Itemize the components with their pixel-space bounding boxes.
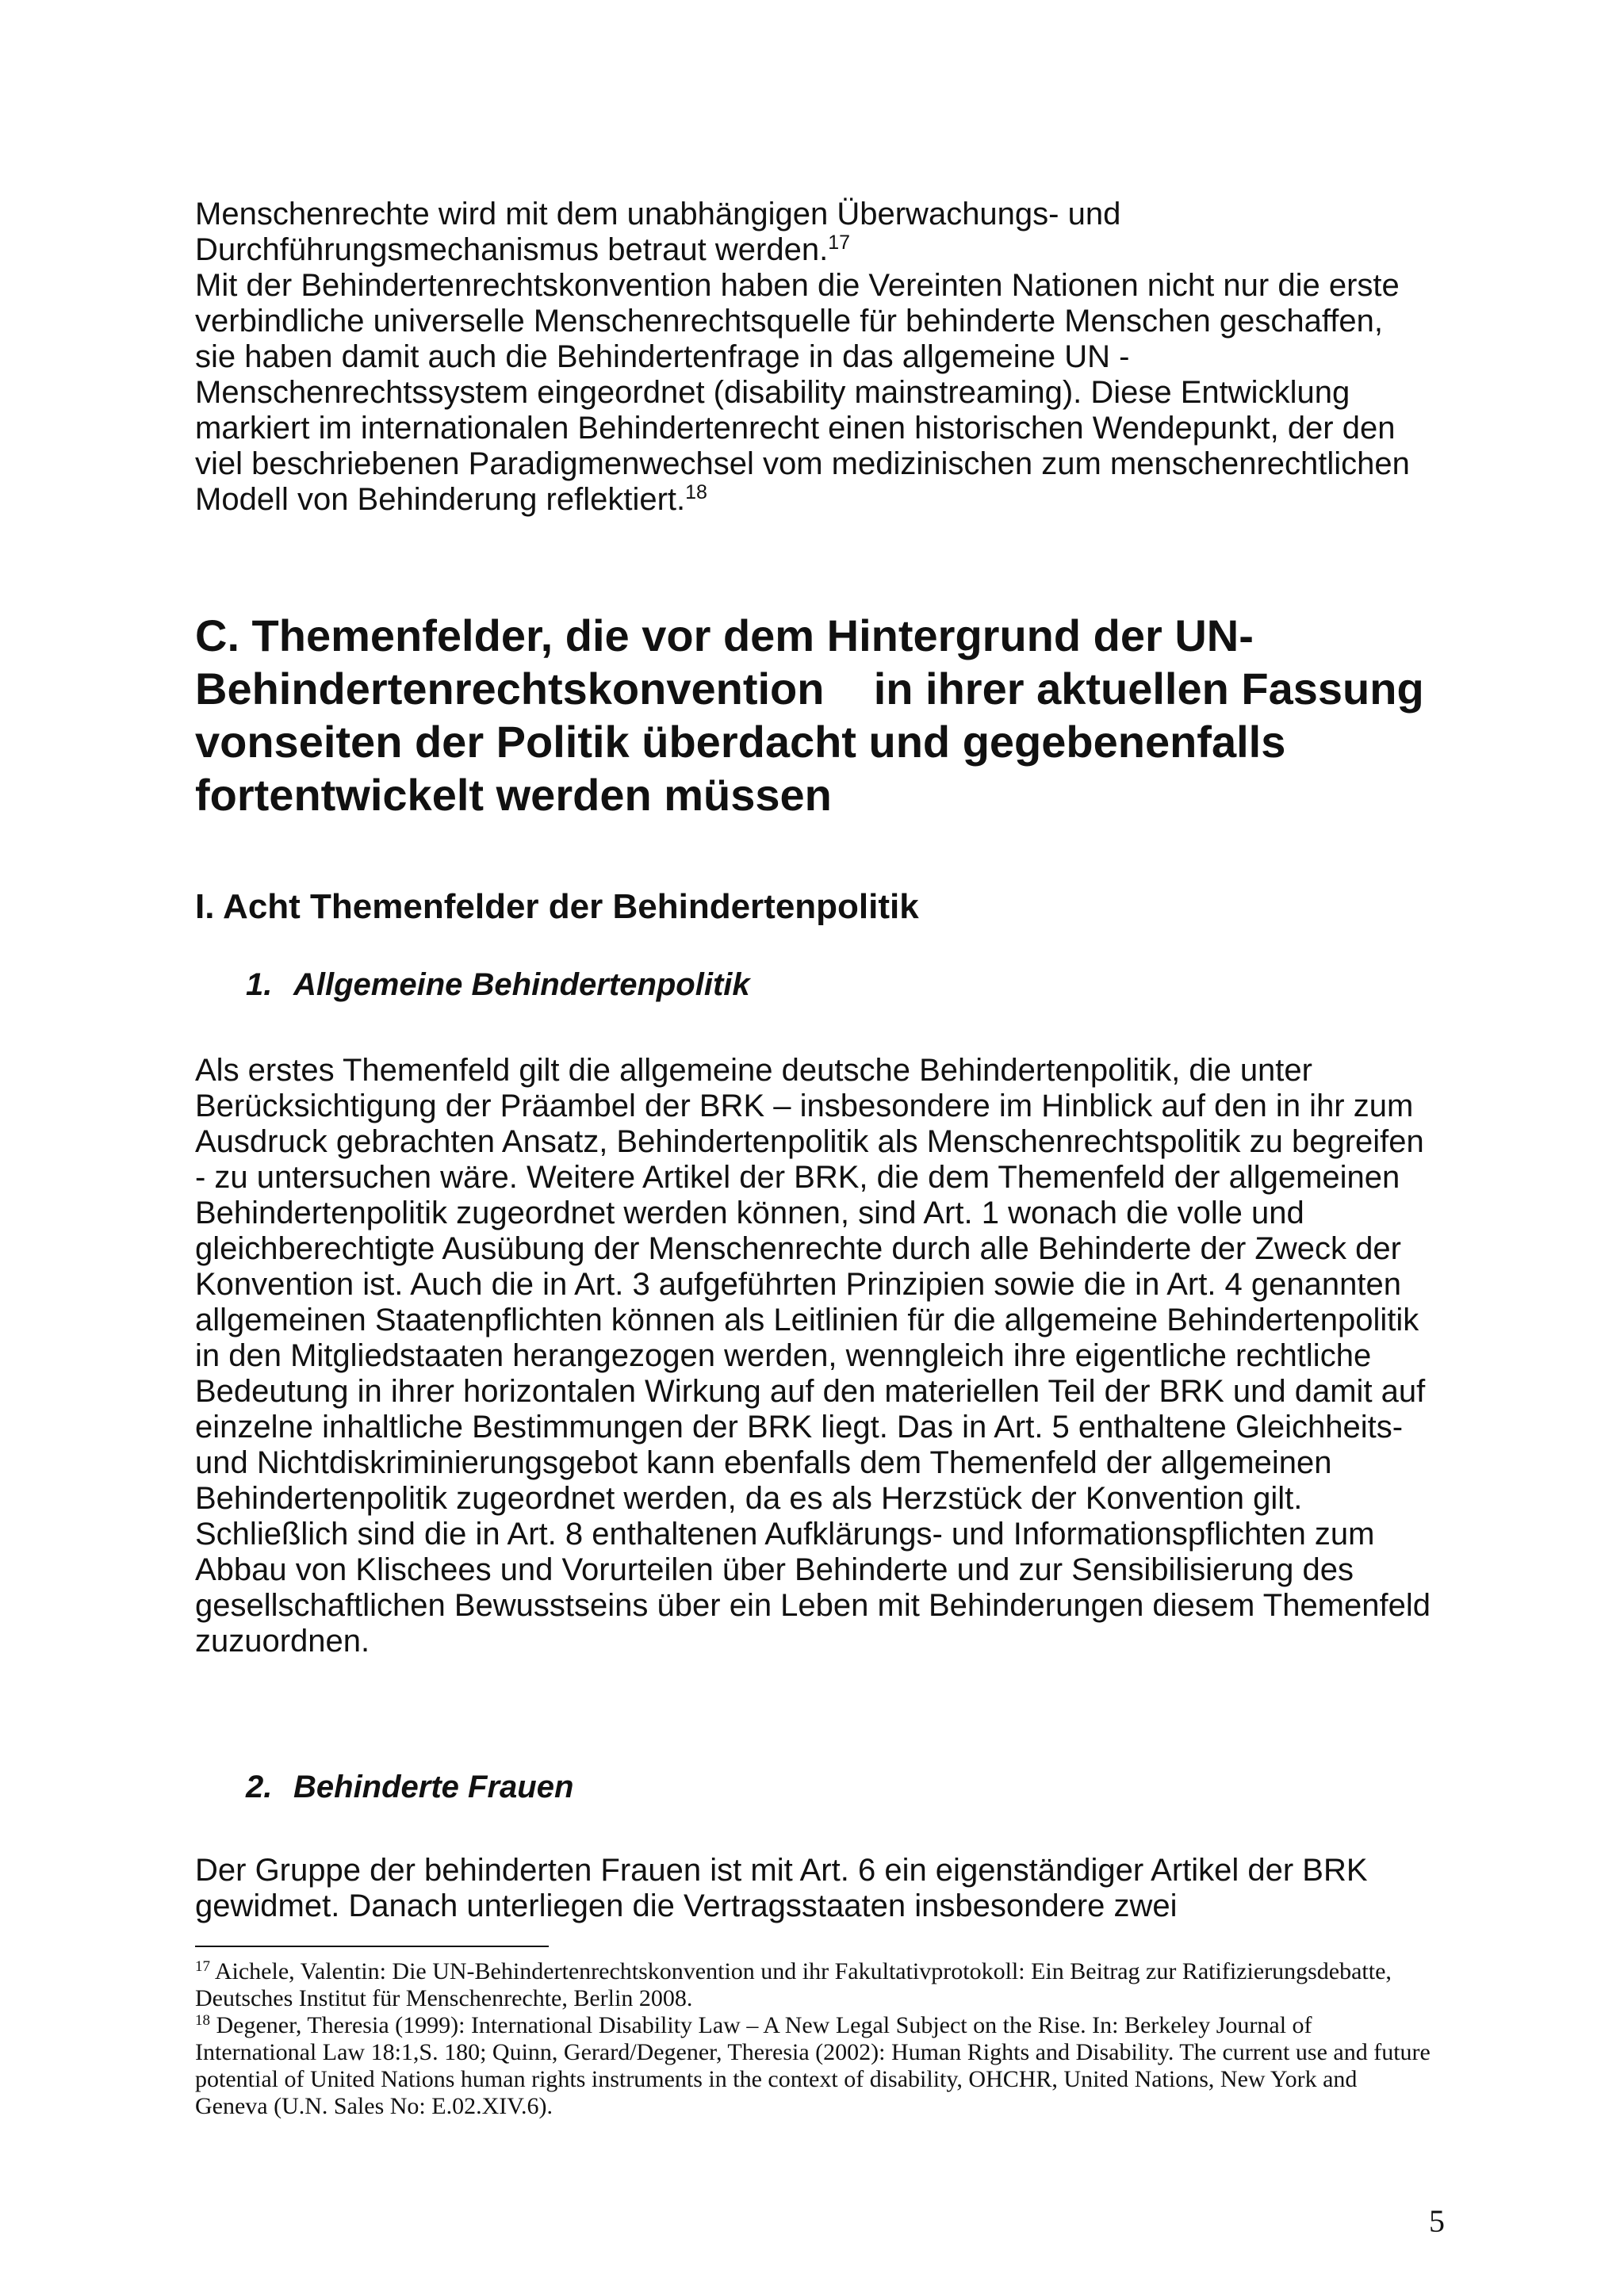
- section-c-title-line-1: C. Themenfelder, die vor dem Hintergrund der UN-: [195, 610, 1254, 660]
- footnote-separator: [195, 1946, 549, 1947]
- subsection-1-number: 1.: [246, 967, 273, 1002]
- footnote-18-text: Degener, Theresia (1999): International Disability Law – A New Legal Subject on the Rise. In: Berkeley Journal of International Law 18:1,S. 180; Quinn, Gerard/Degener, Theresia (2002): Human Rights and Disability. The current use and future potential of United Nations human rights instruments in the context of disability, OHCHR, United Nations, New York and Geneva (U.N. Sales No: E.02.XIV.6).: [195, 2012, 1431, 2119]
- footnote-ref-17[interactable]: 17: [828, 232, 850, 254]
- subsection-2-title: Behinderte Frauen: [293, 1770, 574, 1804]
- section-c-heading: [195, 609, 1496, 821]
- footnote-17-number: 17: [195, 1958, 210, 1975]
- subsection-2-heading: [246, 1768, 573, 1806]
- intro-line-1: Menschenrechte wird mit dem unabhängigen Überwachungs- und: [195, 197, 1121, 232]
- section-c-title-line-2a: Behindertenrechtskonvention: [195, 664, 825, 714]
- intro-line-2: Durchführungsmechanismus betraut werden.: [195, 232, 829, 267]
- footnote-18-number: 18: [195, 2012, 210, 2029]
- footnote-18: [195, 2012, 1432, 2120]
- footnotes-area: [195, 1958, 1432, 2120]
- subsection-1-title: Allgemeine Behindertenpolitik: [293, 967, 750, 1002]
- section-c-title-line-2b: in ihrer aktuellen Fassung: [873, 664, 1424, 714]
- footnote-ref-18[interactable]: 18: [685, 481, 707, 503]
- subsection-1-heading: [246, 966, 750, 1004]
- section-c-title-line-3: vonseiten der Politik überdacht und gegebenenfalls: [195, 717, 1286, 767]
- footnote-17-text: Aichele, Valentin: Die UN-Behindertenrechtskonvention und ihr Fakultativprotokoll: Ein Beitrag zur Ratifizierungsdebatte, Deutsches Institut für Menschenrechte, Berlin 2008.: [195, 1958, 1392, 2011]
- footnote-17: [195, 1958, 1432, 2012]
- intro-paragraph: Mit der Behindertenrechtskonvention haben die Vereinten Nationen nicht nur die erste verbindliche universelle Menschenrechtsquelle für behinderte Menschen geschaffen, sie haben damit auch die Behindertenfrage in das allgemeine UN - Menschenrechtssystem eingeordnet (disability mainstreaming). Diese Entwicklung markiert im internationalen Behindertenrecht einen historischen Wendepunkt, der den viel beschriebenen Paradigmenwechsel vom medizinischen zum menschenrechtlichen Modell von Behinderung reflektiert.: [195, 268, 1410, 517]
- subsection-1-paragraph: Als erstes Themenfeld gilt die allgemeine deutsche Behindertenpolitik, die unter Berücksichtigung der Präambel der BRK – insbesondere im Hinblick auf den in ihr zum Ausdruck gebrachten Ansatz, Behindertenpolitik als Menschenrechtspolitik zu begreifen - zu untersuchen wäre. Weitere Artikel der BRK, die dem Themenfeld der allgemeinen Behindertenpolitik zugeordnet werden können, sind Art. 1 wonach die volle und gleichberechtigte Ausübung der Menschenrechte durch alle Behinderte der Zweck der Konvention ist. Auch die in Art. 3 aufgeführten Prinzipien sowie die in Art. 4 genannten allgemeinen Staatenpflichten können als Leitlinien für die allgemeine Behindertenpolitik in den Mitgliedstaaten herangezogen werden, wenngleich ihre eigentliche rechtliche Bedeutung in ihrer horizontalen Wirkung auf den materiellen Teil der BRK und damit auf einzelne inhaltliche Bestimmungen der BRK liegt. Das in Art. 5 enthaltene Gleichheits- und Nichtdiskriminierungsgebot kann ebenfalls dem Themenfeld der allgemeinen Behindertenpolitik zugeordnet werden, da es als Herzstück der Konvention gilt. Schließlich sind die in Art. 8 enthaltenen Aufklärungs- und Informationspflichten zum Abbau von Klischees und Vorurteilen über Behinderte und zur Sensibilisierung des gesellschaftlichen Bewusstseins über ein Leben mit Behinderungen diesem Themenfeld zuzuordnen.: [195, 1053, 1431, 1659]
- subsection-2-paragraph: Der Gruppe der behinderten Frauen ist mit Art. 6 ein eigenständiger Artikel der BRK gewidmet. Danach unterliegen die Vertragsstaaten insbesondere zwei: [195, 1853, 1368, 1923]
- intro-text: [195, 197, 1432, 518]
- subsection-2-number: 2.: [246, 1770, 273, 1804]
- page-number: 5: [1429, 2203, 1445, 2239]
- section-c-title-line-4: fortentwickelt werden müssen: [195, 770, 832, 820]
- section-i-heading: I. Acht Themenfelder der Behindertenpolitik: [195, 887, 919, 926]
